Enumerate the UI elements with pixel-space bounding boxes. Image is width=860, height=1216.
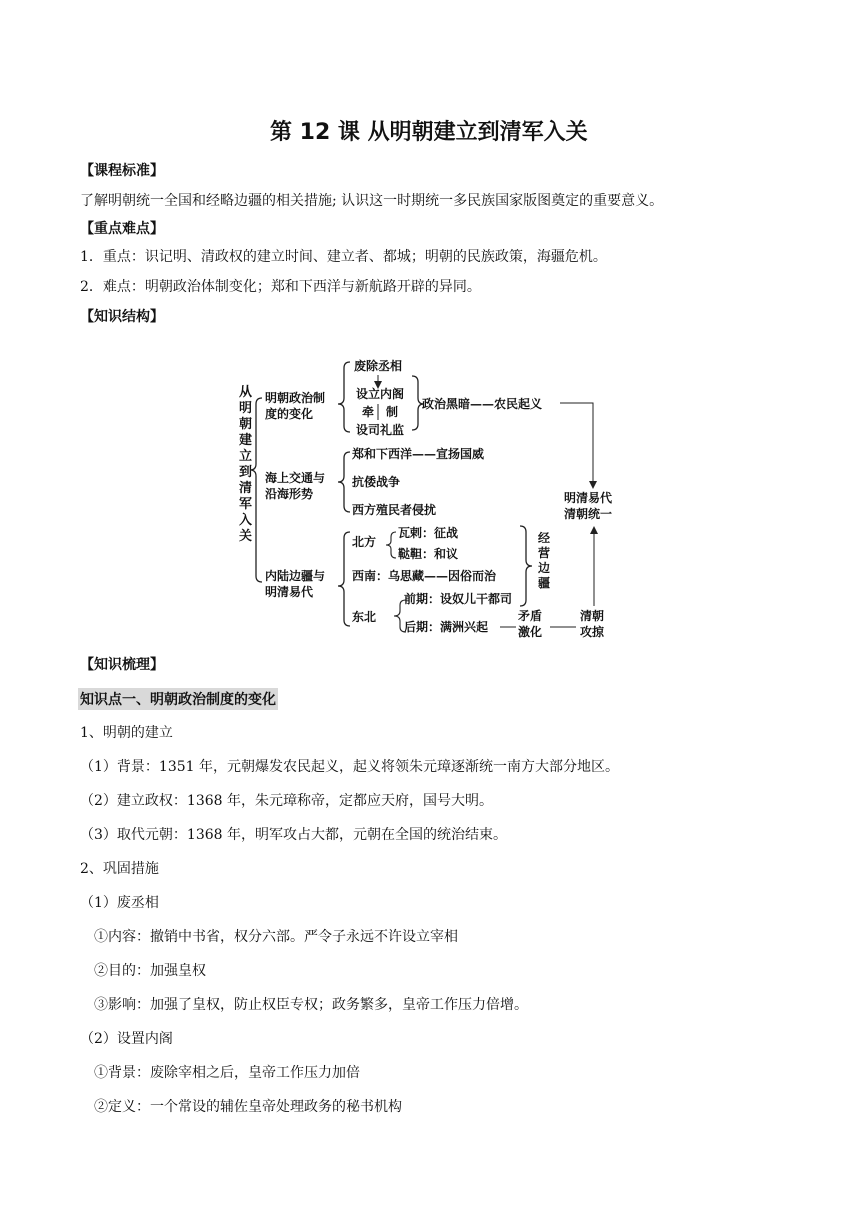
ne-item: 后期：满洲兴起 [404,620,489,634]
standard-text: 了解明朝统一全国和经略边疆的相关措施; 认识这一时期统一多民族国家版图奠定的重要意义。 [80,193,664,209]
b1-item: 制 [386,405,399,419]
branch3-label: 明清易代 [265,585,314,599]
standard-heading: 【课程标准】 [80,163,164,179]
content-line: （1）废丞相 [80,895,159,911]
branch2-label: 海上交通与 [265,471,326,485]
maodun-label: 激化 [518,625,543,639]
jingying-char: 边 [538,561,551,575]
b3-sw: 西南：乌思藏——因俗而治 [352,569,497,583]
content-line: ①内容：撤销中书省，权分六部。严令子永远不许设立宰相 [94,929,458,945]
b2-item: 郑和下西洋——宣扬国威 [352,447,485,461]
content-line: ②目的：加强皇权 [94,963,206,979]
root-char: 军 [239,497,253,512]
content-line: （2）建立政权：1368 年，朱元璋称帝，定都应天府，国号大明。 [80,793,493,809]
review-heading: 【知识梳理】 [80,657,164,673]
key-point-1: 1．重点：识记明、清政权的建立时间、建立者、都城；明朝的民族政策，海疆危机。 [80,249,607,265]
result-label: 明清易代 [564,491,613,505]
qingchao-label: 清朝 [580,609,605,623]
root-char: 清 [239,481,253,496]
b2-item: 抗倭战争 [352,475,401,489]
root-char: 从 [239,385,253,400]
b3-north: 北方 [352,535,377,549]
branch3-brace [338,532,350,626]
branch2-brace [338,452,350,512]
maodun-label: 矛盾 [518,609,543,623]
root-char: 立 [239,449,253,464]
branch3-label: 内陆边疆与 [265,569,326,583]
root-char: 建 [239,433,253,448]
b1-item: 废除丞相 [354,359,403,373]
b1-item: 设司礼监 [356,423,405,437]
content-line: 1、明朝的建立 [80,725,173,741]
content-line: ②定义：一个常设的辅佐皇帝处理政务的秘书机构 [94,1099,402,1115]
jingying-char: 疆 [538,576,551,590]
key-point-2: 2．难点：明朝政治体制变化；郑和下西洋与新航路开辟的异同。 [80,279,481,295]
structure-heading: 【知识结构】 [80,309,164,325]
content-line: ③影响：加强了皇权，防止权臣专权；政务繁多，皇帝工作压力倍增。 [94,997,528,1013]
root-char: 到 [239,465,253,480]
north-brace [386,532,396,558]
knowledge-point-title: 知识点一、明朝政治制度的变化 [78,688,278,710]
branch1-brace [338,362,350,432]
branch1-label: 度的变化 [265,407,314,421]
key-heading: 【重点难点】 [80,221,164,237]
root-vertical-title [238,385,252,544]
jingying-brace [520,526,532,606]
content-line: ①背景：废除宰相之后，皇帝工作压力加倍 [94,1065,360,1081]
content-line: （2）设置内阁 [80,1031,173,1047]
ne-item: 前期：设奴儿干都司 [404,592,513,606]
branch1-label: 明朝政治制 [265,391,326,405]
north-item: 鞑靼：和议 [398,547,459,561]
b3-ne: 东北 [352,610,377,624]
jingying-char: 营 [538,546,551,560]
b1-item: 设立内阁 [356,387,405,401]
page-title: 第 12 课 从明朝建立到清军入关 [270,120,588,145]
root-char: 关 [239,529,253,544]
branch2-label: 沿海形势 [265,487,314,501]
b2-item: 西方殖民者侵扰 [352,503,437,517]
root-char: 朝 [239,417,253,432]
content-line: （1）背景：1351 年，元朝爆发农民起义，起义将领朱元璋逐渐统一南方大部分地区。 [80,759,619,775]
content-line: 2、巩固措施 [80,861,159,877]
b1-item: 牵 [362,405,375,419]
jingying-char: 经 [538,531,551,545]
root-char: 入 [239,513,253,528]
arrow-icon [560,403,593,485]
content-line: （3）取代元朝：1368 年，明军攻占大都，元朝在全国的统治结束。 [80,827,507,843]
result-label: 清朝统一 [564,507,613,521]
north-item: 瓦剌：征战 [398,526,459,540]
root-char: 明 [239,401,253,416]
b1-result: 政治黑暗——农民起义 [422,397,543,411]
qingchao-label: 攻掠 [580,625,605,639]
